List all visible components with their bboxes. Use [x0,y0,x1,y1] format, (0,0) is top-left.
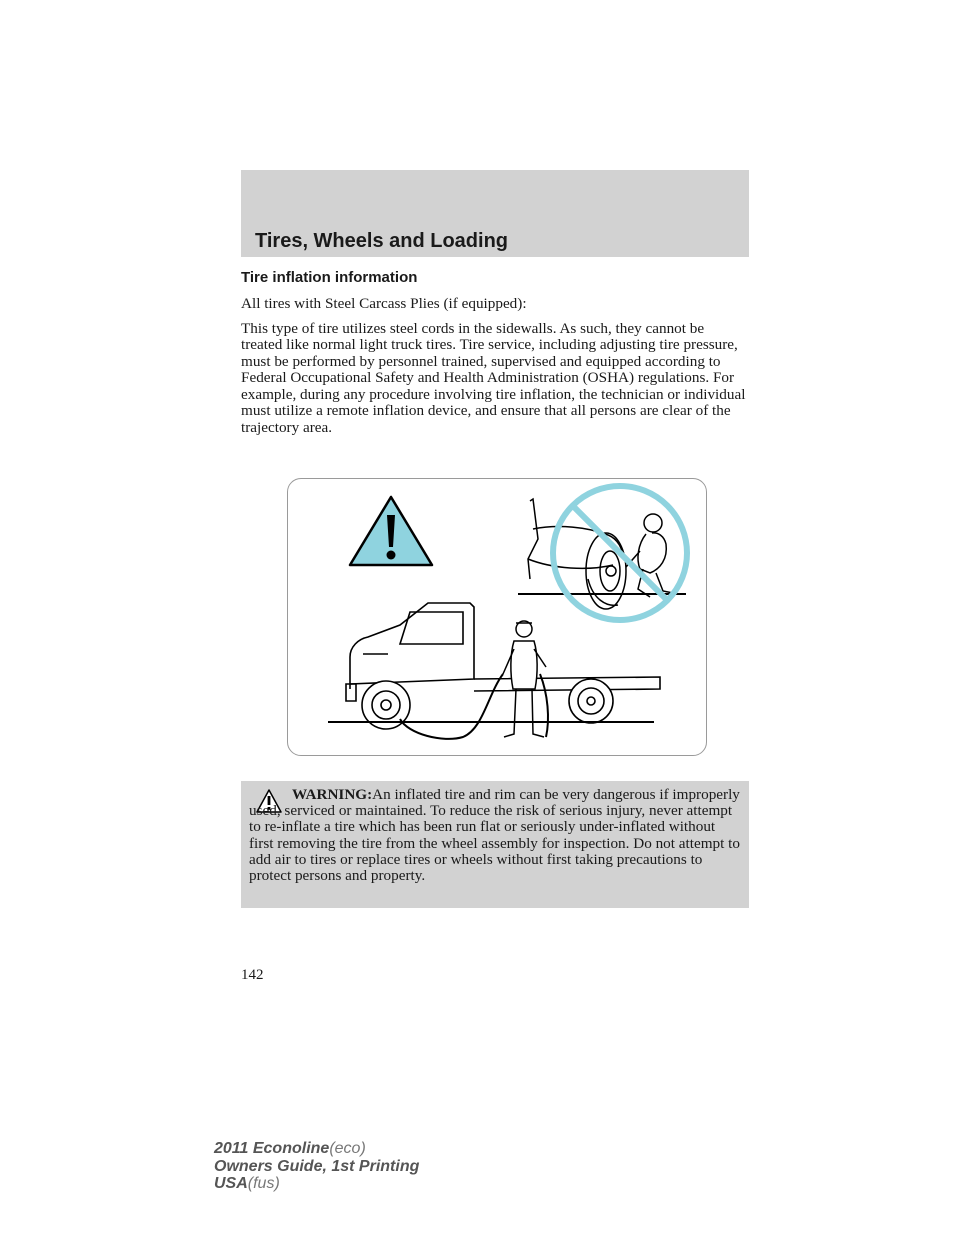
tire-inflation-illustration [287,478,707,756]
footer-line-2: Owners Guide, 1st Printing [214,1157,420,1175]
illustration-svg [288,479,706,755]
footer-region: USA [214,1175,248,1192]
section-title: Tires, Wheels and Loading [255,230,509,252]
warning-label: WARNING: [292,786,373,803]
footer-model: 2011 Econoline [214,1140,330,1157]
subsection-heading: Tire inflation information [241,269,418,286]
document-footer [214,1140,419,1193]
footer-line-1 [214,1140,419,1158]
main-content [241,268,749,444]
page-number: 142 [241,967,264,983]
section-header [241,170,749,257]
warning-box [241,781,749,908]
footer-model-code: (eco) [329,1140,366,1157]
footer-region-code: (fus) [247,1175,280,1192]
footer-line-3 [214,1175,419,1193]
prohibition-icon [553,486,687,620]
body-paragraph: This type of tire utilizes steel cords in the sidewalls. As such, they cannot be treated like normal light truck tires. Tire service, including adjusting tire pressure, must be performed by personnel trained, supervised and equipped according to Federal Occupational Safety and Health Administration (OSHA) regulations. For example, during any procedure involving tire inflation, the technician or individual must utilize a remote inflation device, and ensure that all persons are clear of the trajectory area. [241,319,746,436]
warning-text [249,787,743,884]
warning-triangle-icon [350,497,432,565]
intro-paragraph: All tires with Steel Carcass Plies (if equipped): [241,295,527,312]
warning-body: An inflated tire and rim can be very dangerous if improperly used, serviced or maintained. To reduce the risk of serious injury, never attempt to re-inflate a tire which has been run flat or seriously under-inflated without first removing the tire from the wheel assembly for inspection. Do not attempt to add air to tires or replace tires or wheels without first taking precautions to protect persons and property. [249,786,740,885]
